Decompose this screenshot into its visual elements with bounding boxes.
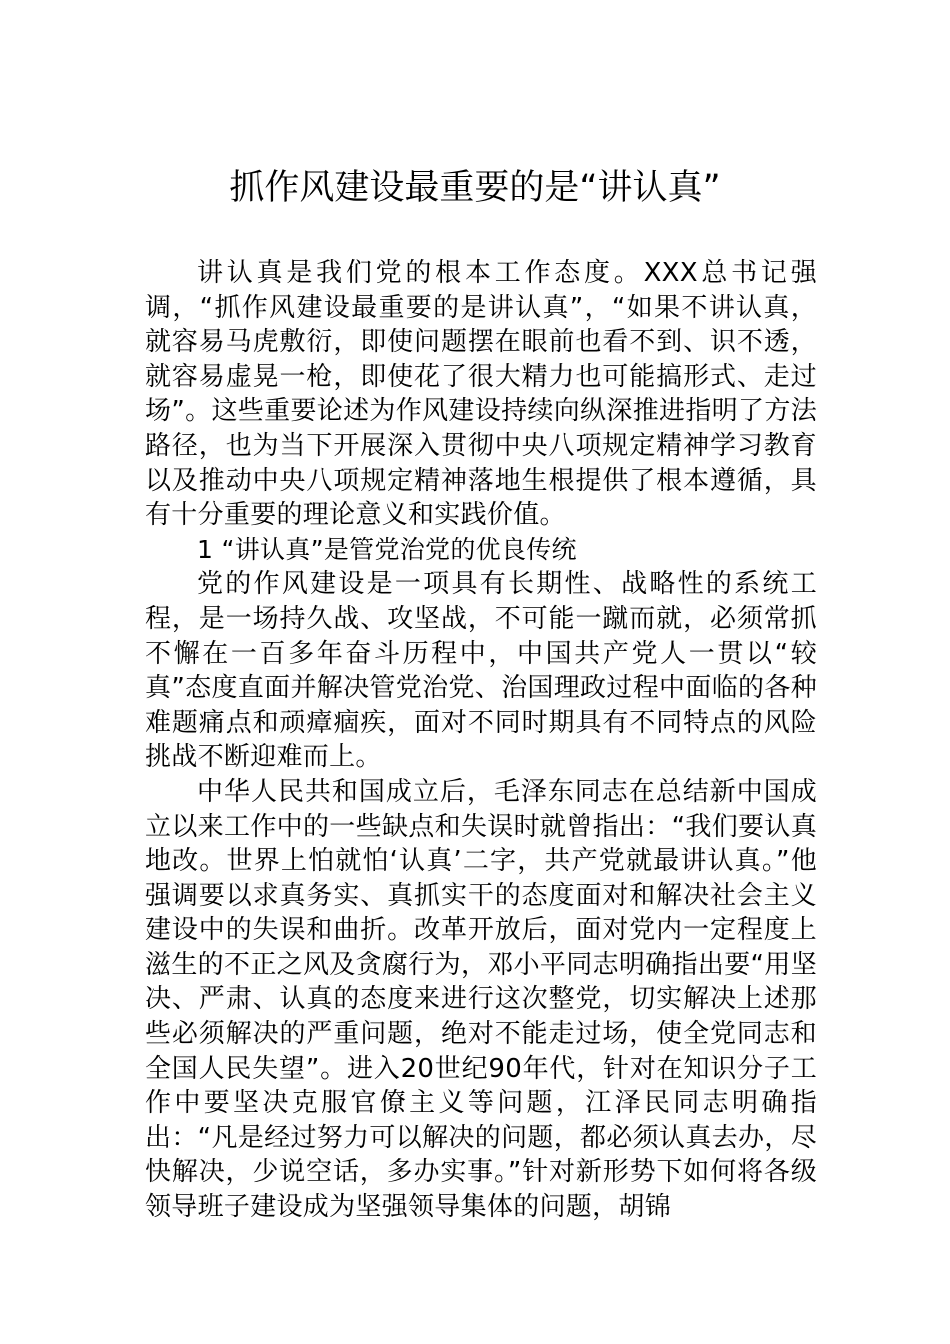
paragraph-intro: 讲认真是我们党的根本工作态度。XXX总书记强调，“抓作风建设最重要的是讲认真”，“如果不讲认真，就容易马虎敷衍，即使问题摆在眼前也看不到、识不透，就容易虚晃一枪，即使花了很大精力也可能搞形式、走过场”。这些重要论述为作风建设持续向纵深推进指明了方法路径，也为当下开展深入贯彻中央八项规定精神学习教育以及推动中央八项规定精神落地生根提供了根本遵循，具有十分重要的理论意义和实践价值。 [145, 258, 817, 531]
paragraph-section-1-b: 中华人民共和国成立后，毛泽东同志在总结新中国成立以来工作中的一些缺点和失误时就曾指出：“我们要认真地改。世界上怕就怕‘认真’二字，共产党就最讲认真。”他强调要以求真务实、真抓实干的态度面对和解决社会主义建设中的失误和曲折。改革开放后，面对党内一定程度上滋生的不正之风及贪腐行为，邓小平同志明确指出要“用坚决、严肃、认真的态度来进行这次整党，切实解决上述那些必须解决的严重问题，绝对不能走过场，使全党同志和全国人民失望”。进入20世纪90年代，针对在知识分子工作中要坚决克服官僚主义等问题，江泽民同志明确指出：“凡是经过努力可以解决的问题，都必须认真去办，尽快解决，少说空话，多办实事。”针对新形势下如何将各级领导班子建设成为坚强领导集体的问题，胡锦 [145, 776, 817, 1223]
document-title: 抓作风建设最重要的是“讲认真” [229, 168, 721, 208]
paragraph-section-1-a: 党的作风建设是一项具有长期性、战略性的系统工程，是一场持久战、攻坚战，不可能一蹴而就，必须常抓不懈在一百多年奋斗历程中，中国共产党人一贯以“较真”态度直面并解决管党治党、治国理政过程中面临的各种难题痛点和顽瘴痼疾，面对不同时期具有不同特点的风险挑战不断迎难而上。 [145, 569, 817, 773]
section-heading-1: 1 “讲认真”是管党治党的优良传统 [197, 534, 577, 564]
document-body [145, 256, 817, 1225]
